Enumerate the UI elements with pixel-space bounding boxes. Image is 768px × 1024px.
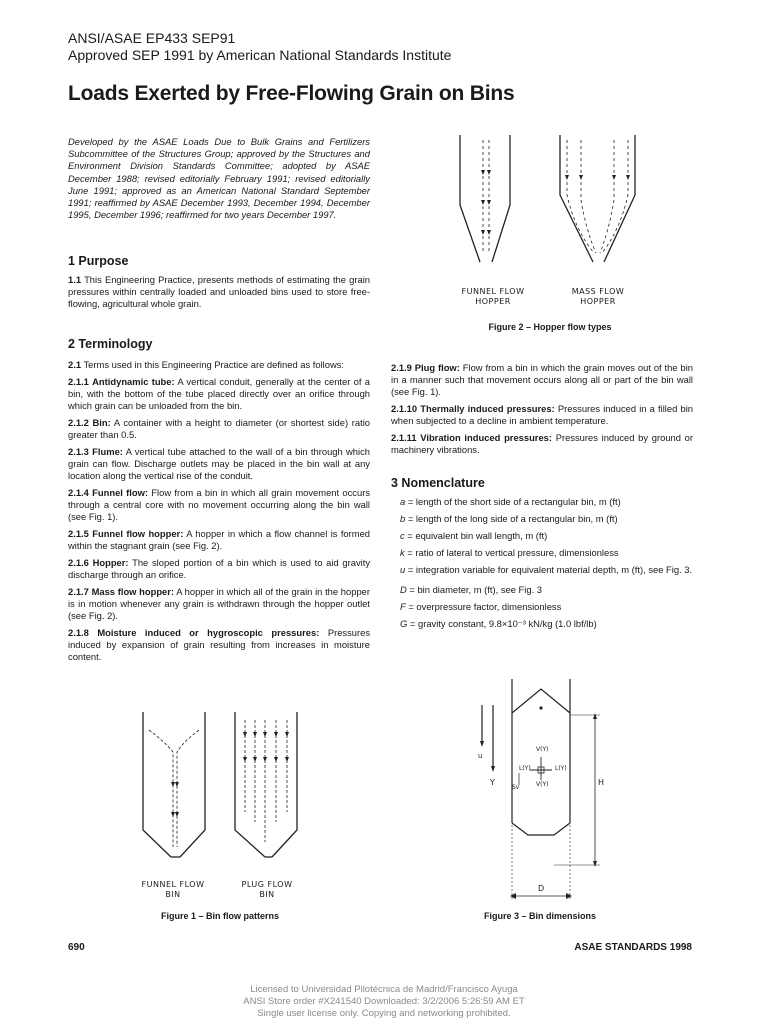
figure-1-caption: Figure 1 – Bin flow patterns <box>160 911 279 921</box>
approval-line: Approved SEP 1991 by American National Standards Institute <box>68 47 452 63</box>
mass-flow-hopper-drawing <box>560 135 635 262</box>
term-item: 2.1.9 Plug flow: Flow from a bin in which the grain moves out of the bin in a manner such that movement occurs along all or part of the bin wall (see Fig. 1). <box>391 362 693 397</box>
plug-flow-bin-drawing <box>235 712 297 857</box>
term-item: 2.1.5 Funnel flow hopper: A hopper in which a flow channel is formed within the stagnant grain (see Fig. 2). <box>68 528 371 551</box>
nomenclature-item: c = equivalent bin wall length, m (ft) <box>400 530 548 541</box>
nomenclature-item: u = integration variable for equivalent material depth, m (ft), see Fig. 3. <box>400 564 693 575</box>
page-title: Loads Exerted by Free-Flowing Grain on Bins <box>68 82 515 105</box>
figure-2-hopper-diagram <box>440 135 660 280</box>
fig3-y-label: Y <box>490 778 495 787</box>
nomenclature-item: b = length of the long side of a rectangular bin, m (ft) <box>400 513 618 524</box>
fig3-u-label: u <box>478 752 483 760</box>
term-item: 2.1.6 Hopper: The sloped portion of a bin which is used to aid gravity discharge through an orifice. <box>68 557 371 580</box>
fig3-ly-left-label: L(Y) <box>519 765 531 772</box>
term-item: 2.1.2 Bin: A container with a height to diameter (or shortest side) ratio greater than 0.5. <box>68 417 370 440</box>
figure-3-bin-dimensions <box>470 675 620 905</box>
figure-3-caption: Figure 3 – Bin dimensions <box>483 911 597 921</box>
fig3-ly-right-label: L(Y) <box>555 765 567 772</box>
figure-1-bin-diagram <box>135 712 315 862</box>
fig3-vy-bottom-label: V(Y) <box>536 781 549 788</box>
fig3-d-label: D <box>538 884 545 893</box>
nomenclature-item: k = ratio of lateral to vertical pressure, dimensionless <box>400 547 619 558</box>
nomenclature-item: G = gravity constant, 9.8×10⁻³ kN/kg (1.0 lbf/lb) <box>400 618 597 629</box>
terminology-right-column <box>391 362 693 461</box>
term-item: 2.1.1 Antidynamic tube: A vertical conduit, generally at the center of a bin, with the bottom of the tube placed directly over an orifice through which grain can be unloaded from the bin. <box>68 376 370 411</box>
purpose-num: 1.1 <box>68 274 82 285</box>
nomenclature-item: D = bin diameter, m (ft), see Fig. 3 <box>400 584 542 595</box>
page-number: 690 <box>68 942 85 953</box>
fig3-h-label: H <box>598 778 605 787</box>
nomenclature-item: a = length of the short side of a rectangular bin, m (ft) <box>400 496 621 507</box>
funnel-flow-hopper-drawing <box>460 135 510 262</box>
terminology-left-column <box>68 359 370 668</box>
term-intro-num: 2.1 <box>68 359 82 370</box>
development-note: Developed by the ASAE Loads Due to Bulk Grains and Fertilizers Subcommittee of the Structures Group; approved by the Structures and Environment Division Standards Committee; adopted by ASAE December 1988; revised editorially February 1991; revised editorially June 1991; approved as an American National Standard September 1991; reaffirmed by ASAE December 1993, December 1994, December 1995, December 1996; reaffirmed for two years December 1997. <box>68 136 370 221</box>
term-item: 2.1.11 Vibration induced pressures: Pressures induced by ground or machinery vibrations. <box>391 432 693 455</box>
purpose-text: This Engineering Practice, presents methods of estimating the grain pressures within centrally loaded and unloaded bins used to store free-flowing, agricultural whole grain. <box>68 274 371 309</box>
terminology-heading: 2 Terminology <box>68 337 153 351</box>
fig1-funnel-label: FUNNEL FLOW BIN <box>141 880 205 899</box>
fig3-sv-label: Sv <box>512 784 520 791</box>
fig1-plug-label: PLUG FLOW BIN <box>241 880 293 899</box>
nomenclature-heading: 3 Nomenclature <box>391 476 485 490</box>
term-item: 2.1.8 Moisture induced or hygroscopic pressures: Pressures induced by expansion of grain resulting from increases in moisture content. <box>68 627 371 662</box>
funnel-flow-bin-drawing <box>143 712 205 857</box>
publication-name: ASAE STANDARDS 1998 <box>574 942 692 953</box>
figure-2-caption: Figure 2 – Hopper flow types <box>488 322 612 332</box>
term-item: 2.1.3 Flume: A vertical tube attached to the wall of a bin through which grain can flow. Discharge outlets may be placed in the bin wall at any location along the vertical rise of the conduit. <box>68 446 371 481</box>
purpose-body <box>68 274 370 315</box>
term-item: 2.1.7 Mass flow hopper: A hopper in which all of the grain in the hopper is in motion whenever any grain is withdrawn through the hopper outlet (see Fig. 2). <box>68 586 370 621</box>
purpose-heading: 1 Purpose <box>68 254 129 268</box>
term-item: 2.1.4 Funnel flow: Flow from a bin in which all grain movement occurs through a central core with no movement occurring along the bin wall (see Fig. 1). <box>68 487 371 522</box>
nomenclature-item: F = overpressure factor, dimensionless <box>400 601 562 612</box>
fig3-vy-top-label: V(Y) <box>536 746 549 753</box>
standard-designation: ANSI/ASAE EP433 SEP91 <box>68 30 236 46</box>
fig2-funnel-label: FUNNEL FLOW HOPPER <box>461 287 525 306</box>
nomenclature-list <box>400 496 693 635</box>
term-intro-text: Terms used in this Engineering Practice are defined as follows: <box>83 359 345 370</box>
license-notice: Licensed to Universidad Pilotécnica de Madrid/Francisco Ayuga ANSI Store order #X241540 Downloaded: 3/2/2006 5:26:59 AM ET Single user license only. Copying and networking prohibited. <box>243 984 525 1019</box>
fig2-mass-label: MASS FLOW HOPPER <box>571 287 625 306</box>
term-item: 2.1.10 Thermally induced pressures: Pressures induced in a filled bin when subjected to a decline in ambient temperature. <box>391 403 693 426</box>
